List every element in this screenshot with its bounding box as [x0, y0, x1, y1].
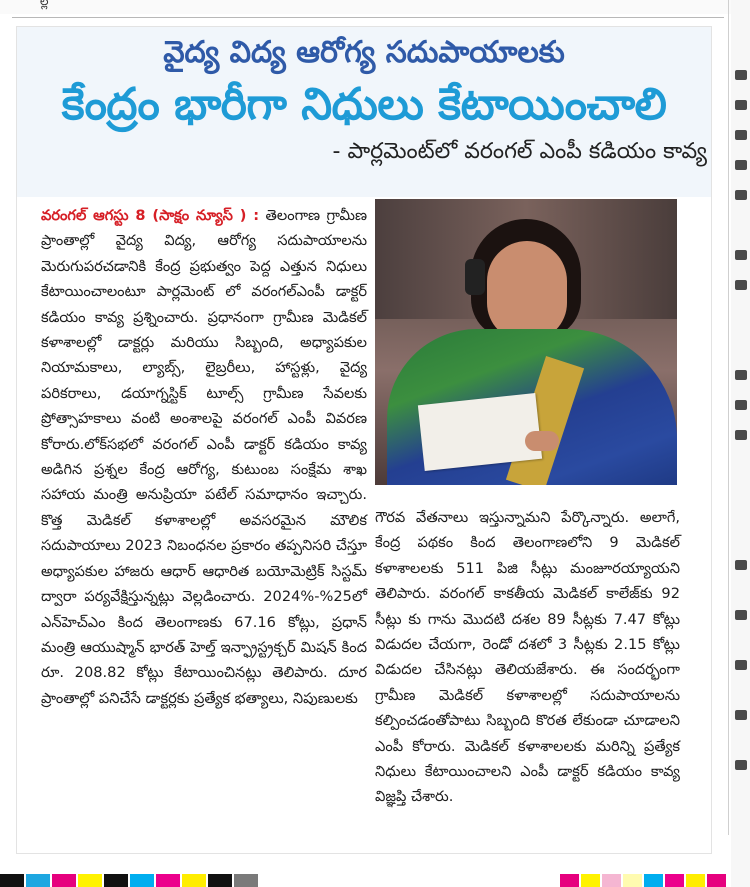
- print-color-swatch: [78, 874, 102, 887]
- top-rule: [12, 17, 724, 18]
- print-color-swatch: [52, 874, 76, 887]
- print-color-swatch: [104, 874, 128, 887]
- print-color-swatch: [581, 874, 600, 887]
- print-color-swatch: [602, 874, 621, 887]
- print-color-swatch: [623, 874, 642, 887]
- body-text-left: తెలంగాణ గ్రామీణ ప్రాంతాల్లో వైద్య విద్య, ఆరోగ్య సదుపాయాలను మెరుగుపరచడానికి కేంద్ర ప్రభుత్వం పెద్ద ఎత్తున నిధులు కేటాయించాలంటూ పార్లమెంట్ లో వరంగల్‌ఎంపీ డాక్టర్ కడియం కావ్య ప్రశ్నించారు. ప్రధానంగా గ్రామీణ మెడికల్ కళాశాలల్లో డాక్టర్లు మరియు సిబ్బంది, అధ్యాపకుల నియామకాలు, ల్యాబ్స్, లైబ్రరీలు, హాస్టళ్లు, వైద్య పరికరాలు, డయాగ్నస్టిక్ టూల్స్ గ్రామీణ సేవలకు ప్రోత్సాహకాలు వంటి అంశాలపై వరంగల్ ఎంపీ వివరణ కోరారు.లోక్‌సభలో వరంగల్ ఎంపీ డాక్టర్ కడియం కావ్య అడిగిన ప్రశ్నల కేంద్ర ఆరోగ్య, కుటుంబ సంక్షేమ శాఖ సహాయ మంత్రి అనుప్రియా పటేల్ సమాధానం ఇచ్చారు. కొత్త మెడికల్ కళాశాలల్లో అవసరమైన మౌలిక సదుపాయాలు 2023 నిబంధనల ప్రకారం తప్పనిసరి చేస్తూ అధ్యాపకుల హాజరు ఆధార్ ఆధారిత బయోమెట్రిక్ సిస్టమ్ ద్వారా పర్యవేక్షిస్తున్నట్లు వెల్లడించారు. 2024%-%25లో ఎన్‌హెచ్‌ఎం కింద తెలంగాణకు 67.16 కోట్లు, ప్రధాన్ మంత్రి ఆయుష్మాన్ భారత్ హెల్త్ ఇన్ఫ్రాస్ట్రక్చర్ మిషన్ కింద రూ. 208.82 కోట్లు కేటాయించినట్లు తెలిపారు. దూర ప్రాంతాల్లో పనిచేసే డాక్టర్లకు ప్రత్యేక భత్యాలు, నిపుణులకు: [41, 207, 367, 707]
- print-registration-marks-left: [0, 874, 260, 887]
- main-headline: కేంద్రం భారీగా నిధులు కేటాయించాలి: [61, 79, 667, 130]
- column-divider: [728, 0, 729, 835]
- print-color-swatch: [156, 874, 180, 887]
- article-body-left-column: [41, 203, 367, 711]
- speaker-photo: [375, 199, 677, 485]
- print-color-swatch: [644, 874, 663, 887]
- print-color-swatch: [560, 874, 579, 887]
- previous-article-fragment: ల్ల: [40, 0, 50, 8]
- adjacent-page-edge: [731, 0, 750, 887]
- print-registration-marks-right: [560, 874, 730, 887]
- print-color-swatch: [182, 874, 206, 887]
- print-color-swatch: [707, 874, 726, 887]
- news-article: [16, 26, 712, 854]
- byline: - పార్లమెంట్‌లో వరంగల్ ఎంపీ కడియం కావ్య: [332, 139, 707, 164]
- print-color-swatch: [234, 874, 258, 887]
- print-color-swatch: [665, 874, 684, 887]
- dateline: వరంగల్ ఆగస్టు 8 (సాక్షం న్యూస్ ) :: [41, 207, 260, 224]
- kicker-heading: వైద్య విద్య ఆరోగ్య సదుపాయాలకు: [163, 35, 565, 70]
- print-color-swatch: [26, 874, 50, 887]
- print-color-swatch: [0, 874, 24, 887]
- print-color-swatch: [208, 874, 232, 887]
- print-color-swatch: [686, 874, 705, 887]
- print-color-swatch: [130, 874, 154, 887]
- previous-article-strip: [0, 0, 750, 14]
- article-body-right-column: [375, 505, 680, 810]
- body-text-right: గౌరవ వేతనాలు ఇస్తున్నామని పేర్కొన్నారు. అలాగే, కేంద్ర పథకం కింద తెలంగాణలోని 9 మెడికల్ కళాశాలలకు 511 పిజి సీట్లు మంజూరయ్యాయని తెలిపారు. వరంగల్ కాకతీయ మెడికల్ కాలేజ్‌కు 92 సీట్లు కు గాను మొదటి దశల 89 సీట్లకు 7.47 కోట్లు విడుదల చేయగా, రెండో దశలో 3 సీట్లకు 2.15 కోట్లు విడుదల చేసినట్లు తెలియజేశారు. ఈ సందర్భంగా గ్రామీణ మెడికల్ కళాశాలల్లో సదుపాయాలను కల్పించడంతోపాటు సిబ్బంది కొరత లేకుండా చూడాలని ఎంపీ కోరారు. మెడికల్ కళాశాలలకు మరిన్ని ప్రత్యేక నిధులు కేటాయించాలని ఎంపీ డాక్టర్ కడియం కావ్య విజ్ఞప్తి చేశారు.: [375, 509, 680, 806]
